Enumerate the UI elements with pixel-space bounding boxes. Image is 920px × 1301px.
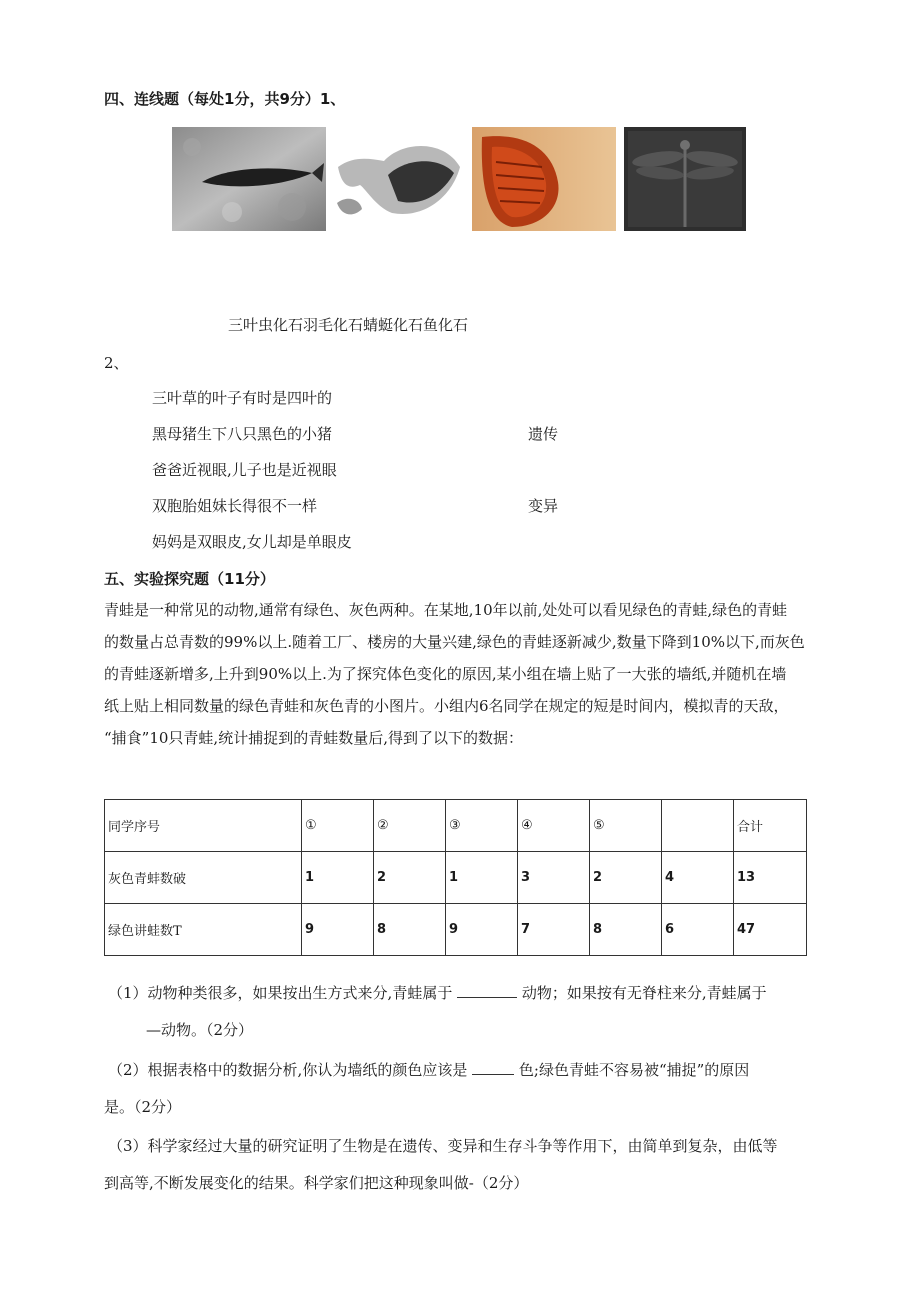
table-cell: 8 xyxy=(590,904,662,956)
question-1-text-b: 动物；如果按有无脊柱来分,青蛙属于 xyxy=(521,984,767,1002)
paragraph-line-5: “捕食”10只青蛙,统计捕捉到的青蛙数量后,得到了以下的数据： xyxy=(104,729,523,747)
match-right-item-heredity: 遗传 xyxy=(528,425,559,443)
table-header-cell: ① xyxy=(302,800,374,852)
answer-blank-wallpaper-color[interactable] xyxy=(472,1060,514,1075)
match-right-item-variation: 变异 xyxy=(528,497,559,515)
table-cell: 2 xyxy=(590,852,662,904)
table-row-label: 绿色讲蛙数T xyxy=(105,904,302,956)
match-left-item-5: 妈妈是双眼皮,女儿却是单眼皮 xyxy=(152,533,352,551)
trilobite-fossil-photo xyxy=(472,127,616,231)
table-cell: 8 xyxy=(374,904,446,956)
question-1-text-a: （1）动物种类很多，如果按出生方式来分,青蛙属于 xyxy=(108,984,453,1002)
question-1-line-1 xyxy=(108,982,767,1003)
experiment-paragraph xyxy=(104,594,805,754)
section-5-title: 五、实验探究题（11分） xyxy=(104,570,275,588)
section-4-title: 四、连线题（每处1分，共9分）1、 xyxy=(104,90,346,108)
fish-fossil-photo-1 xyxy=(172,127,326,231)
table-header-cell: 同学序号 xyxy=(105,800,302,852)
table-header-cell: ② xyxy=(374,800,446,852)
table-cell: 7 xyxy=(518,904,590,956)
table-header-cell: ⑤ xyxy=(590,800,662,852)
frog-data-table xyxy=(104,799,807,956)
question-3-line-1: （3）科学家经过大量的研究证明了生物是在遗传、变异和生存斗争等作用下，由简单到复杂，由低等 xyxy=(108,1137,778,1155)
table-cell: 4 xyxy=(662,852,734,904)
table-header-cell: ④ xyxy=(518,800,590,852)
table-cell: 3 xyxy=(518,852,590,904)
match-left-item-2: 黑母猪生下八只黑色的小猪 xyxy=(152,425,333,443)
question-2-line-2: 是。（2分） xyxy=(104,1098,182,1116)
table-cell: 9 xyxy=(446,904,518,956)
table-header-cell: ③ xyxy=(446,800,518,852)
paragraph-line-4: 纸上贴上相同数量的绿色青蛙和灰色青的小图片。小组内6名同学在规定的短是时间内，模拟青的天敌， xyxy=(104,697,789,715)
question-3-line-2: 到高等,不断发展变化的结果。科学家们把这种现象叫做-（2分） xyxy=(104,1174,529,1192)
question-1-line-2: —动物。（2分） xyxy=(146,1021,254,1039)
table-cell: 1 xyxy=(446,852,518,904)
question-2-line-1 xyxy=(108,1059,749,1080)
paragraph-line-1: 青蛙是一种常见的动物,通常有绿色、灰色两种。在某地,10年以前,处处可以看见绿色的青蛙,绿色的青蛙 xyxy=(104,601,788,619)
question-2-text-a: （2）根据表格中的数据分析,你认为墙纸的颜色应该是 xyxy=(108,1061,468,1079)
fish-fossil-photo-2 xyxy=(332,127,466,231)
table-cell: 1 xyxy=(302,852,374,904)
table-cell: 9 xyxy=(302,904,374,956)
table-cell-total: 47 xyxy=(734,904,807,956)
table-cell: 6 xyxy=(662,904,734,956)
question-2-text-b: 色;绿色青蛙不容易被“捕捉”的原因 xyxy=(518,1061,750,1079)
match-left-item-4: 双胞胎姐妹长得很不一样 xyxy=(152,497,318,515)
paragraph-line-3: 的青蛙逐新增多,上升到90%以上.为了探究体色变化的原因,某小组在墙上贴了一大张的墙纸,并随机在墙 xyxy=(104,665,787,683)
dragonfly-fossil-photo xyxy=(624,127,746,231)
answer-blank-birth-type[interactable] xyxy=(457,983,517,998)
table-row-label: 灰色青蚌数破 xyxy=(105,852,302,904)
table-row-green-frogs xyxy=(105,904,807,956)
table-header-row xyxy=(105,800,807,852)
question-2-number: 2、 xyxy=(104,354,129,372)
match-left-item-1: 三叶草的叶子有时是四叶的 xyxy=(152,389,333,407)
table-cell-total: 13 xyxy=(734,852,807,904)
fossil-photo-strip xyxy=(172,127,746,232)
paragraph-line-2: 的数量占总青数的99%以上.随着工厂、楼房的大量兴建,绿色的青蛙逐新减少,数量下降到10%以下,而灰色 xyxy=(104,633,805,651)
fossil-labels: 三叶虫化石羽毛化石蜻蜓化石鱼化石 xyxy=(228,316,469,334)
table-header-cell: 合计 xyxy=(734,800,807,852)
match-left-item-3: 爸爸近视眼,儿子也是近视眼 xyxy=(152,461,337,479)
table-cell: 2 xyxy=(374,852,446,904)
table-header-cell xyxy=(662,800,734,852)
table-row-gray-frogs xyxy=(105,852,807,904)
